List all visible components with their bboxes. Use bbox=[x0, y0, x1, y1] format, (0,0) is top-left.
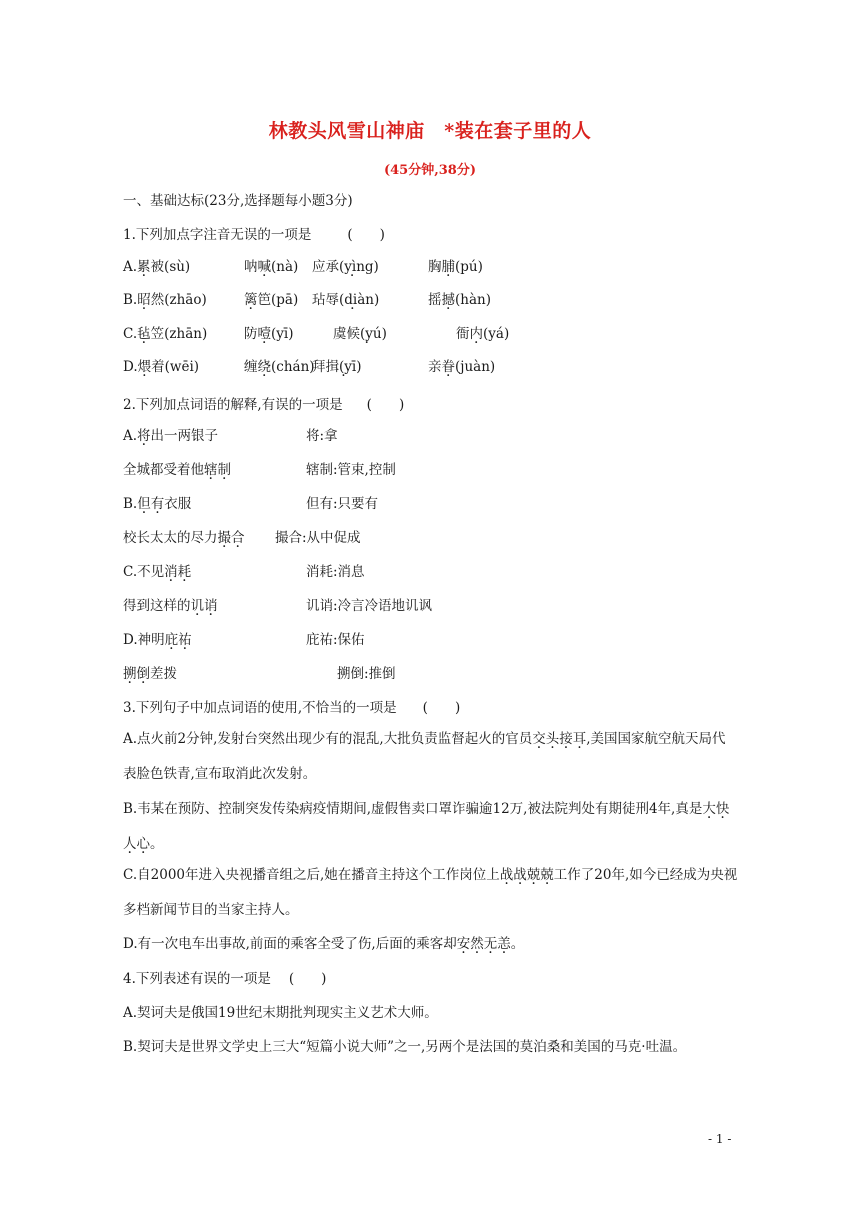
option-term: 衙内(yá) bbox=[456, 326, 510, 342]
term-explanation: 撮合:从中促成 bbox=[275, 530, 361, 546]
page-subtitle: (45分钟,38分) bbox=[383, 163, 476, 178]
option-term: 虞候(yú) · bbox=[333, 325, 387, 343]
answer-paren: ( ) bbox=[347, 227, 385, 243]
option-term: C.毡笠(zhān) bbox=[123, 326, 208, 342]
question-3-option-a bbox=[123, 722, 738, 792]
option-text: 。 bbox=[510, 936, 525, 952]
option-term: 亲眷(juàn) bbox=[428, 359, 496, 375]
answer-paren: ( ) bbox=[366, 397, 405, 413]
term-explanation: 搠倒:推倒 bbox=[337, 666, 396, 682]
term-explanation: 但有:只要有 bbox=[306, 496, 379, 512]
term-row: A.将出一两银子 bbox=[123, 428, 219, 444]
option-term: 胸脯(pú) bbox=[428, 259, 483, 275]
term-explanation: 消耗:消息 bbox=[306, 564, 365, 580]
dotted-word: 交头接耳 bbox=[532, 731, 587, 747]
option-term: A.累被(sù) bbox=[123, 259, 191, 275]
option-term: 应承(yìng) · bbox=[312, 258, 379, 276]
option-term: 篱笆(pā) bbox=[244, 292, 299, 308]
term-row: 全城都受着他辖制 bbox=[123, 462, 231, 478]
page-title: 林教头风雪山神庙 *装在套子里的人 bbox=[268, 120, 592, 142]
option-term: 防噎(yī) bbox=[244, 326, 294, 342]
question-2-stem bbox=[123, 396, 404, 414]
term-row: 校长太太的尽力撮合 bbox=[123, 530, 245, 546]
option-text: 工作了20年,如今已经成为央视多档新闻节目的当家主持人。 bbox=[123, 867, 738, 918]
question-text: 3.下列句子中加点词语的使用,不恰当的一项是 bbox=[123, 700, 397, 716]
term-explanation: 庇祐:保佑 bbox=[306, 632, 365, 648]
option-text: 。 bbox=[150, 836, 164, 852]
option-term: 摇撼(hàn) bbox=[428, 292, 491, 308]
term-row: C.不见消耗 bbox=[123, 564, 192, 580]
option-term: 缠绕(chán) bbox=[244, 359, 315, 375]
option-text: C.自2000年进入央视播音组之后,她在播音主持这个工作岗位上 bbox=[123, 867, 500, 883]
question-1-stem bbox=[123, 226, 385, 244]
question-3-option-d bbox=[123, 927, 738, 962]
question-text: 1.下列加点字注音无误的一项是 bbox=[123, 227, 312, 243]
section-heading: 一、基础达标(23分,选择题每小题3分) bbox=[123, 193, 353, 209]
option-term: D.煨着(wēi) bbox=[123, 359, 200, 375]
question-4-option-b: B.契诃夫是世界文学史上三大“短篇小说大师”之一,另两个是法国的莫泊桑和美国的马克·吐温。 bbox=[123, 1039, 687, 1055]
question-3-option-c bbox=[123, 858, 738, 928]
dotted-word: 大快人心 bbox=[123, 801, 730, 852]
option-term: B.昭然(zhāo) bbox=[123, 292, 207, 308]
page-number: - 1 - bbox=[708, 1132, 732, 1146]
term-row: 得到这样的讥诮 bbox=[123, 598, 218, 614]
answer-paren: ( ) bbox=[288, 971, 327, 987]
question-4-stem bbox=[123, 970, 326, 988]
question-3-stem bbox=[123, 699, 460, 717]
question-text: 4.下列表述有误的一项是 bbox=[123, 971, 271, 987]
question-3-option-b bbox=[123, 792, 738, 862]
option-term: 呐喊(nà) bbox=[244, 259, 299, 275]
term-row: D.神明庇祐 bbox=[123, 632, 192, 648]
dotted-word: 安然无恙 bbox=[456, 936, 511, 952]
option-term: 拜揖(yī) · bbox=[312, 358, 361, 376]
option-term: 玷辱(diàn) · bbox=[312, 291, 379, 309]
term-explanation: 将:拿 bbox=[306, 428, 338, 444]
option-text: B.韦某在预防、控制突发传染病疫情期间,虚假售卖口罩诈骗逾12万,被法院判处有期徒刑4年,真是 bbox=[123, 801, 703, 817]
question-text: 2.下列加点词语的解释,有误的一项是 bbox=[123, 397, 343, 413]
term-explanation: 辖制:管束,控制 bbox=[306, 462, 396, 478]
option-text: ,美国国家航空航天局代表脸色铁青,宣布取消此次发射。 bbox=[123, 731, 726, 782]
option-text: D.有一次电车出事故,前面的乘客全受了伤,后面的乘客却 bbox=[123, 936, 457, 952]
term-explanation: 讥诮:冷言冷语地讥讽 bbox=[306, 598, 433, 614]
option-text: A.点火前2分钟,发射台突然出现少有的混乱,大批负责监督起火的官员 bbox=[123, 731, 533, 747]
dotted-word: 战战兢兢 bbox=[499, 867, 554, 883]
question-4-option-a: A.契诃夫是俄国19世纪末期批判现实主义艺术大师。 bbox=[123, 1005, 438, 1021]
term-row: 搠倒差拨 bbox=[123, 666, 177, 682]
answer-paren: ( ) bbox=[422, 700, 461, 716]
term-row: B.但有衣服 bbox=[123, 496, 192, 512]
